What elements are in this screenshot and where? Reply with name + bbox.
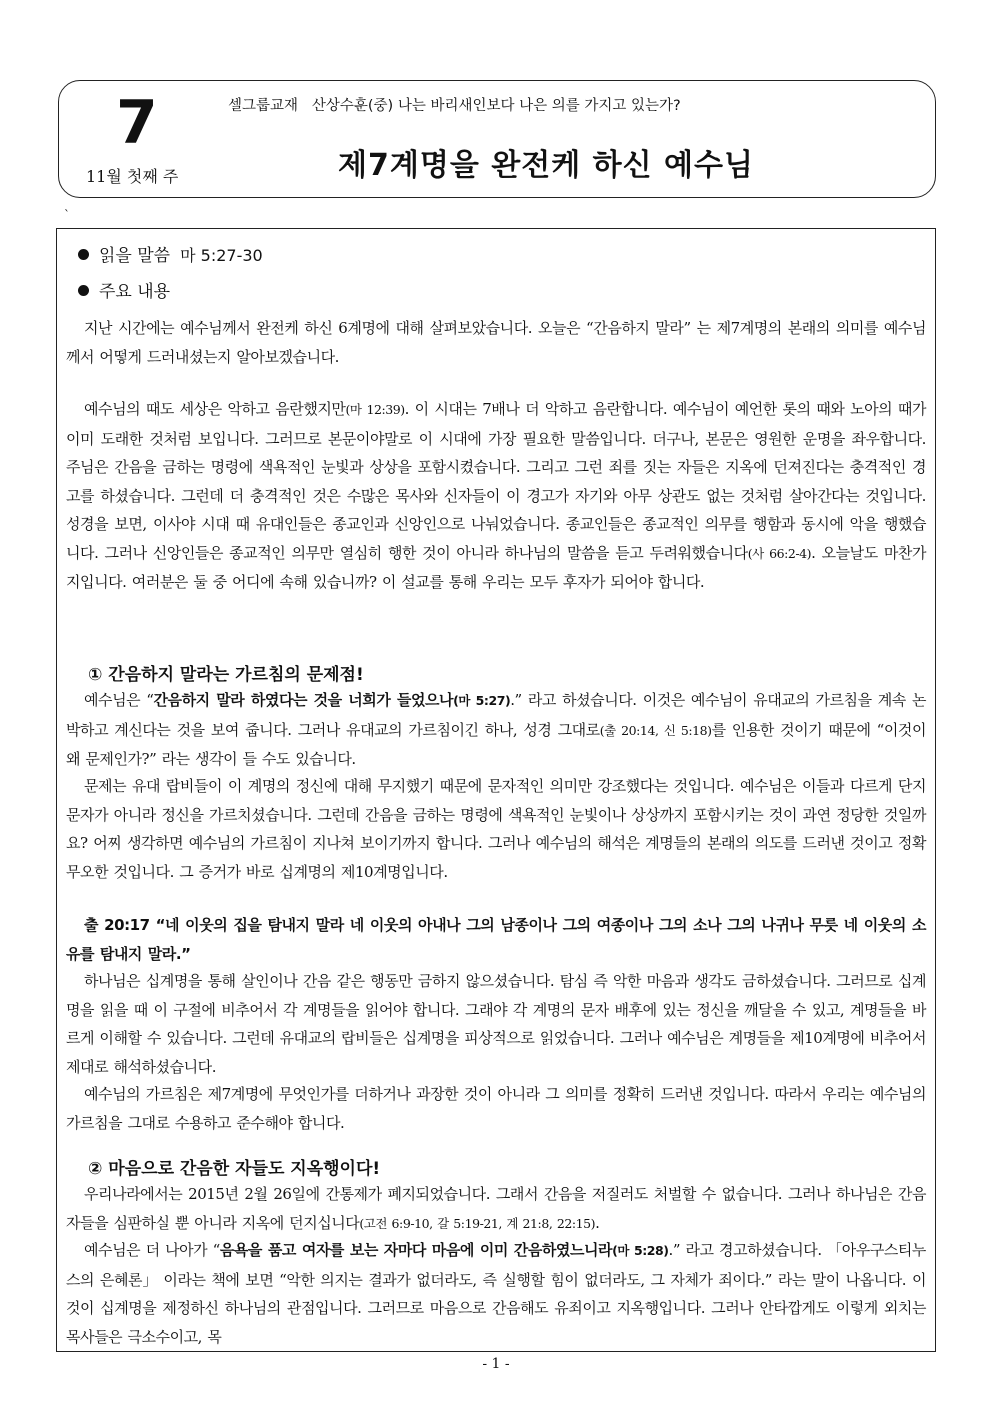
section-1-quote: 출 20:17 “네 이웃의 집을 탐내지 말라 네 이웃의 아내나 그의 남종이나 그의 여종이나 그의 소나 그의 나귀나 무릇 네 이웃의 소유를 탐내지 말라.” xyxy=(66,916,926,963)
scripture-ref: (마 5:27) xyxy=(453,693,511,708)
section-2-paragraph-1: 우리나라에서는 2015년 2월 26일에 간통제가 폐지되었습니다. 그래서 간음을 저질러도 처벌할 수 없습니다. 그러나 하나님은 간음자들을 심판하실 뿐 아니라 지옥에 던지십니다(고전 6:9-10, 갈 5:19-21, 계 21:8, 22:15). xyxy=(66,1185,926,1232)
series-subtitle: 셀그룹교재 산상수훈(중) 나는 바리새인보다 나은 의를 가지고 있는가? xyxy=(228,98,681,114)
scripture-ref: (출 20:14, 신 5:18) xyxy=(599,722,712,738)
scripture-ref: (마 5:28) xyxy=(612,1243,669,1258)
scripture-ref: (사 66:2-4) xyxy=(747,545,812,561)
reading-row xyxy=(78,241,263,266)
stray-mark: ` xyxy=(64,208,70,222)
lesson-number: 7 xyxy=(116,88,156,158)
section-2-paragraph-2: 예수님은 더 나아가 “음욕을 품고 여자를 보는 자마다 마음에 이미 간음하였느니라(마 5:28).” 라고 경고하셨습니다. 「아우구스티누스의 은혜론」 이라는 책에 보면 “악한 의지는 결과가 없더라도, 즉 실행할 힘이 없더라도, 그 자체가 죄이다.” 라는 말이 나옵니다. 이것이 십계명을 제정하신 하나님의 관점입니다. 그러므로 마음으로 간음해도 유죄이고 지옥행입니다. 그러나 안타깝게도 이렇게 외치는 목사들은 극소수이고, 목 xyxy=(66,1241,926,1346)
bullet-icon xyxy=(78,249,89,260)
intro-paragraph-2: 예수님의 때도 세상은 악하고 음란했지만(마 12:39). 이 시대는 7배나 더 악하고 음란합니다. 예수님이 예언한 롯의 때와 노아의 때가 이미 도래한 것처럼 보입니다. 그러므로 본문이야말로 이 시대에 가장 필요한 말씀입니다. 더구나, 본문은 영원한 운명을 좌우합니다. 주님은 간음을 금하는 명령에 색욕적인 눈빛과 상상을 포함시켰습니다. 그리고 그런 죄를 짓는 자들은 지옥에 던져진다는 충격적인 경고를 하셨습니다. 그런데 더 충격적인 것은 수많은 목사와 신자들이 이 경고가 자기와 아무 상관도 없는 것처럼 살아간다는 것입니다. 성경을 보면, 이사야 시대 때 유대인들은 종교인과 신앙인으로 나눠었습니다. 종교인들은 종교적인 의무를 행함과 동시에 악을 행했습니다. 그러나 신앙인들은 종교적인 의무만 열심히 행한 것이 아니라 하나님의 말씀을 듣고 두려워했습니다(사 66:2-4). 오늘날도 마찬가지입니다. 여러분은 둘 중 어디에 속해 있습니까? 이 설교를 통해 우리는 모두 후자가 되어야 합니다. xyxy=(66,400,926,591)
bold-quote: 음욕을 품고 여자를 보는 자마다 마음에 이미 간음하였느니라 xyxy=(219,1241,613,1259)
page-number: - 1 - xyxy=(482,1356,510,1372)
section-1-heading: ① 간음하지 말라는 가르침의 문제점! xyxy=(88,665,364,685)
section-1-paragraph-1: 예수님은 “간음하지 말라 하였다는 것을 너희가 들었으나(마 5:27).” 라고 하셨습니다. 이것은 예수님이 유대교의 가르침을 계속 논박하고 계신다는 것을 보여 줍니다. 그러나 유대교의 가르침이긴 하나, 성경 그대로(출 20:14, 신 5:18)를 인용한 것이기 때문에 “이것이 왜 문제인가?” 라는 생각이 들 수도 있습니다. xyxy=(66,691,927,768)
main-content-row xyxy=(78,277,170,302)
page-title: 제7계명을 완전케 하신 예수님 xyxy=(338,148,754,183)
section-2-heading: ② 마음으로 간음한 자들도 지옥행이다! xyxy=(88,1159,381,1179)
week-label: 11월 첫째 주 xyxy=(86,167,179,186)
main-content-label: 주요 내용 xyxy=(99,282,171,302)
bullet-icon xyxy=(78,285,89,296)
section-1-paragraph-2: 문제는 유대 랍비들이 이 계명의 정신에 대해 무지했기 때문에 문자적인 의미만 강조했다는 것입니다. 예수님은 이들과 다르게 단지 문자가 아니라 정신을 가르치셨습니다. 그런데 간음을 금하는 명령에 색욕적인 눈빛이나 상상까지 포함시키는 것이 과연 정당한 것일까요? 어찌 생각하면 예수님의 가르침이 지나쳐 보이기까지 합니다. 그러나 예수님의 해석은 계명들의 본래의 의도를 드러낸 것이고 정확무오한 것입니다. 그 증거가 바로 십계명의 제10계명입니다. xyxy=(66,777,926,881)
reading-ref: 마 5:27-30 xyxy=(180,246,263,265)
bold-quote: 간음하지 말라 하였다는 것을 너희가 들었으나 xyxy=(153,691,454,709)
section-1-paragraph-4: 예수님의 가르침은 제7계명에 무엇인가를 더하거나 과장한 것이 아니라 그 의미를 정확히 드러낸 것입니다. 따라서 우리는 예수님의 가르침을 그대로 수용하고 준수해야 합니다. xyxy=(66,1085,926,1132)
scripture-ref: (고전 6:9-10, 갈 5:19-21, 계 21:8, 22:15) xyxy=(359,1215,596,1231)
intro-paragraph-1: 지난 시간에는 예수님께서 완전케 하신 6계명에 대해 살펴보았습니다. 오늘은 “간음하지 말라” 는 제7계명의 본래의 의미를 예수님께서 어떻게 드러내셨는지 알아보겠습니다. xyxy=(66,319,926,366)
scripture-ref: (마 12:39) xyxy=(345,402,405,417)
reading-label: 읽을 말씀 xyxy=(99,246,171,266)
section-1-paragraph-3: 하나님은 십계명을 통해 살인이나 간음 같은 행동만 금하지 않으셨습니다. 탐심 즉 악한 마음과 생각도 금하셨습니다. 그러므로 십계명을 읽을 때 이 구절에 비추어서 각 계명들을 읽어야 합니다. 그래야 각 계명의 문자 배후에 있는 정신을 깨달을 수 있고, 계명들을 바르게 이해할 수 있습니다. 그런데 유대교의 랍비들은 십계명을 피상적으로 읽었습니다. 그러나 예수님은 계명들을 제10계명에 비추어서 제대로 해석하셨습니다. xyxy=(66,972,926,1076)
